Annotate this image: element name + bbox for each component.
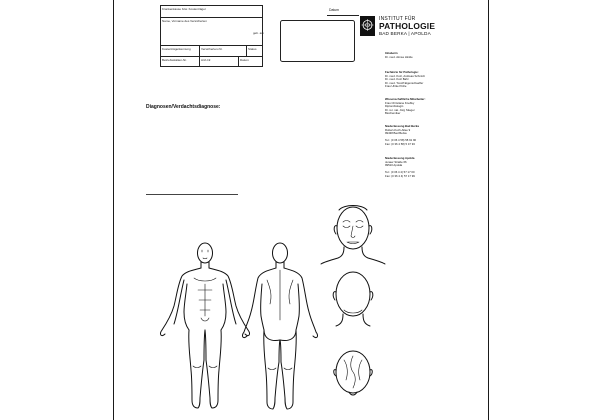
datum-label: Datum <box>329 8 339 12</box>
sidebar-scientists: Wissenschaftliche Mitarbeiter: Frau Christiane Kneffey Diplombiologin Dr. rer. nat. Jörg Stieger Biochemiker <box>385 97 426 115</box>
head-top-diagram <box>334 351 373 395</box>
sidebar-owner: Inhaberin Dr. med. Aimée Hinkle <box>385 51 413 59</box>
patient-name-label: Name, Vorname des Versicherten <box>162 19 207 23</box>
insured-number-label: Versicherten-Nr. <box>201 47 223 51</box>
logo-line-1: INSTITUT FÜR <box>379 16 416 22</box>
front-body-diagram <box>161 243 250 408</box>
facility-number-label: Betriebsstätten-Nr. <box>162 58 187 62</box>
date-field-label: Datum <box>240 58 249 62</box>
sidebar-apolda: Niederlassung Apolda Jenaer Straße 66 99510 Apolda Tel.: (0 36 4 4) 57 17 00 Fax: (0 36 4 4) 57 17 99 <box>385 156 415 178</box>
sidebar-bad-berka: Niederlassung Bad Berka Robert-Koch-Allee 9 99438 Bad Berka Tel.: (0 36 4 58) 58 91 90 Fax: (0 36 4 58) 5 47 93 <box>385 124 419 146</box>
back-body-diagram <box>243 243 318 409</box>
doctor-number-label: Arzt-Nr. <box>201 58 212 62</box>
logo-line-2: PATHOLOGIE <box>379 21 436 31</box>
right-margin <box>489 0 596 420</box>
status-label: Status <box>248 47 257 51</box>
diagnosis-title: Diagnosen/Verdachtsdiagnose: <box>146 104 221 110</box>
document-page <box>113 0 489 420</box>
birth-date-label: geb. am <box>253 31 264 35</box>
body-diagrams <box>114 0 489 420</box>
insurer-id-label: Kostenträgerkennung <box>162 47 191 51</box>
left-margin <box>0 0 113 420</box>
face-front-diagram <box>321 206 385 265</box>
logo-line-3: BAD BERKA | APOLDA <box>379 31 431 36</box>
sidebar-pathologists: Fachärzte für Pathologie: Dr. med. Kutz, Andreas Schmidt Dr. med. Kutz Bahr Dr. med. Tonoff Eigenschaeffer Frau Ulrike Pölze <box>385 70 425 88</box>
insurance-provider-label: Krankenkasse bzw. Kostenträger <box>162 7 206 11</box>
head-back-diagram <box>333 272 373 326</box>
